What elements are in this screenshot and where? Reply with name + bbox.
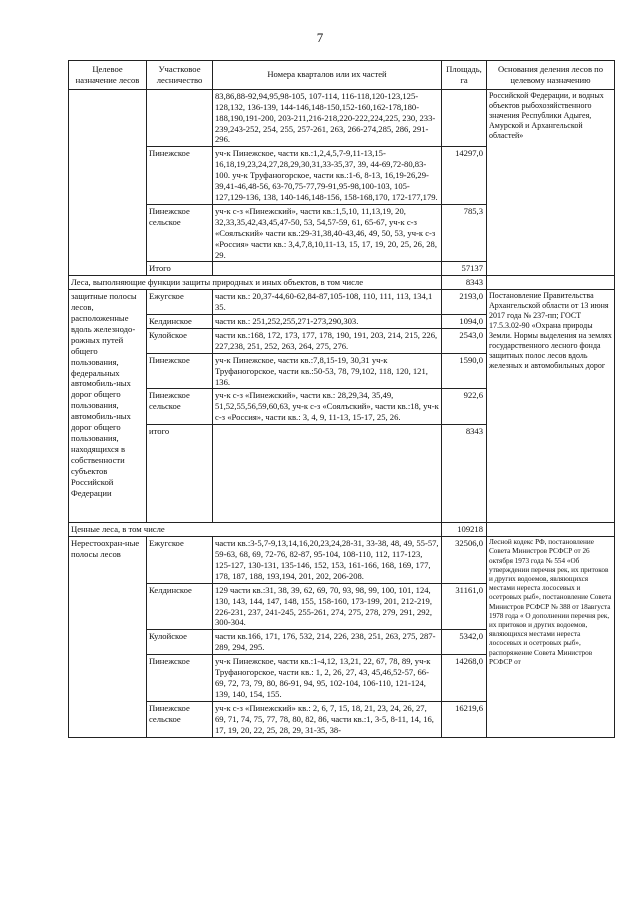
section-title: Ценные леса, в том числе xyxy=(69,523,442,537)
section-row xyxy=(69,276,615,290)
forestry-cell: Пинежское xyxy=(147,655,213,702)
forestry-cell: Кулойское xyxy=(147,328,213,353)
area-cell: 14268,0 xyxy=(442,655,487,702)
area-cell: 2193,0 xyxy=(442,290,487,315)
section-area: 8343 xyxy=(442,276,487,290)
quarters-cell: части кв.:3-5,7-9,13,14,16,20,23,24,28-31, 33-38, 48, 49, 55-57, 59-63, 68, 69, 72-76, 82-87, 95-104, 108-110, 112, 117-123, 125-127, 130-131, 135-146, 152, 153, 161-166, 168, 169, 177, 178, 187, 188, 193,194, 201, 202, 206-208. xyxy=(213,537,442,584)
area-cell: 5342,0 xyxy=(442,630,487,655)
forestry-cell: Пинежское xyxy=(147,147,213,205)
forestry-cell: Ежугское xyxy=(147,537,213,584)
header-purpose: Целевое назначение лесов xyxy=(69,61,147,90)
quarters-cell: уч-к Пинежское, части кв.:1,2,4,5,7-9,11-13,15-16,18,19,23,24,27,28,29,30,31,33-35,37, 39, 44-69,72-80,83-100. уч-к Труфаногорское, части кв.:1-6, 8-13, 16,19-26,29-39,41-46,48-56, 63-70,75-77,79-91,95-98,100-103, 105-127,129-136, 138, 140-146,148-156, 158-168,170, 172-177,179. xyxy=(213,147,442,205)
basis-cell: Постановление Правительства Архангельской области от 13 июня 2017 года № 237-пп; ГОСТ 17.5.3.02-90 «Охрана природы Земли. Нормы выделения на землях государственного лесного фонда защитных полос лесов вдоль железных и автомобильных дорог xyxy=(487,290,615,523)
forestry-cell: Пинежское сельское xyxy=(147,701,213,737)
total-area: 57137 xyxy=(442,262,487,276)
area-cell: 785,3 xyxy=(442,204,487,262)
quarters-cell: 129 части кв.:31, 38, 39, 62, 69, 70, 93, 98, 99, 100, 101, 124, 130, 143, 144, 147, 148, 155, 158-160, 173-199, 201, 212-219, 226-231, 237, 241-245, 255-261, 274, 275, 278, 279, 291, 292, 300-304. xyxy=(213,583,442,630)
forestry-cell: Пинежское сельское xyxy=(147,389,213,425)
basis-cell: Российской Федерации, и водных объектов рыбохозяйственного значения Республики Адыгея, Амурской и Архангельской областей» xyxy=(487,89,615,276)
forestry-cell: Келдинское xyxy=(147,315,213,329)
table-row xyxy=(69,89,615,147)
area-cell: 14297,0 xyxy=(442,147,487,205)
forestry-cell: Кулойское xyxy=(147,630,213,655)
area-cell: 1094,0 xyxy=(442,315,487,329)
section-row xyxy=(69,523,615,537)
total-label: итого xyxy=(147,425,213,523)
section-title: Леса, выполняющие функции защиты природных и иных объектов, в том числе xyxy=(69,276,442,290)
quarters-cell: части кв.: 20,37-44,60-62,84-87,105-108, 110, 111, 113, 134,1 35. xyxy=(213,290,442,315)
forest-purpose-table xyxy=(68,60,615,738)
quarters-cell: уч-к с-з «Пинежский», части кв.:1,5,10, 11,13,19, 20, 32,33,35,42,43,45,47-50, 53, 54,57-59, 61, 65-67, уч-к с-з «Соялъский» части кв.:29-31,38,40-43,46, 49, 50, 53, уч-к с-з «Россия» части кв.: 3,4,7,8,10,11-13, 15, 17, 19, 20, 25, 26, 28, 29. xyxy=(213,204,442,262)
header-quarters: Номера кварталов или их частей xyxy=(213,61,442,90)
area-cell: 16219,6 xyxy=(442,701,487,737)
table-row xyxy=(69,537,615,584)
quarters-cell: уч-к с-з «Пинежский» кв.: 2, 6, 7, 15, 18, 21, 23, 24, 26, 27, 69, 71, 74, 75, 77, 78, 80, 82, 86, части кв.:1, 3-5, 8-11, 14, 16, 17, 19, 20, 22, 25, 28, 29, 31-35, 38- xyxy=(213,701,442,737)
total-area: 8343 xyxy=(442,425,487,523)
header-area: Площадь, га xyxy=(442,61,487,90)
area-cell: 32506,0 xyxy=(442,537,487,584)
area-cell: 922,6 xyxy=(442,389,487,425)
page-number: 7 xyxy=(316,30,324,45)
basis-cell: Лесной кодекс РФ, постановление Совета Министров РСФСР от 26 октября 1973 года № 554 «Об утверждении перечня рек, их притоков и других водоемов, являющихся местами нереста лососевых и осетровых рыб», постановление Совета Министров РСФСР № 388 от 18августа 1978 года « О дополнении перечня рек, их притоков и других водоемов, являющихся местами нереста лососевых и осетровых рыб», распоряжение Совета Министров РСФСР от xyxy=(487,537,615,737)
quarters-cell: части кв.: 251,252,255,271-273,290,303. xyxy=(213,315,442,329)
table-row xyxy=(69,290,615,315)
section-area: 109218 xyxy=(442,523,487,537)
quarters-cell: уч-к Пинежское, части кв.:7,8,15-19, 30,31 уч-к Труфаногорское, части кв.:50-53, 78, 79,102, 118, 120, 121, 136. xyxy=(213,353,442,389)
area-cell: 31161,0 xyxy=(442,583,487,630)
purpose-cell: Нерестоохран-ные полосы лесов xyxy=(69,537,147,737)
header-basis: Основания деления лесов по целевому назначению xyxy=(487,61,615,90)
quarters-cell: 83,86,88-92,94,95,98-105, 107-114, 116-118,120-123,125-128,132, 136-139, 144-146,148-150,152-160,162-178,180-188,190,191-200, 203-211,216-218,220-222,224,225, 230, 233-239,243-252, 254, 255, 257-261, 263, 266-274,285, 286, 291-296. xyxy=(213,89,442,147)
forestry-cell: Пинежское сельское xyxy=(147,204,213,262)
forestry-cell: Пинежское xyxy=(147,353,213,389)
forestry-cell: Ежугское xyxy=(147,290,213,315)
forestry-cell: Келдинское xyxy=(147,583,213,630)
table-header-row xyxy=(69,61,615,90)
area-cell: 1590,0 xyxy=(442,353,487,389)
header-forestry: Участковое лесничество xyxy=(147,61,213,90)
quarters-cell: уч-к с-з «Пинежский», части кв.: 28,29,34, 35,49, 51,52,55,56,59,60,63, уч-к с-з «Соялъский», части кв.:18, уч-к с-з «Россия», части кв.: 3, 4, 9, 11-13, 15-17, 25, 26. xyxy=(213,389,442,425)
purpose-cell: защитные полосы лесов, расположенные вдоль железнодо-рожных путей общего пользования, федеральных автомобиль-ных дорог общего пользования, автомобиль-ных дорог общего пользования, находящихся в собственности субъектов Российской Федерации xyxy=(69,290,147,523)
area-cell: 2543,0 xyxy=(442,328,487,353)
quarters-cell: части кв.:168, 172, 173, 177, 178, 190, 191, 203, 214, 215, 226, 227,238, 251, 252, 263, 264, 275, 276. xyxy=(213,328,442,353)
quarters-cell: части кв.166, 171, 176, 532, 214, 226, 238, 251, 263, 275, 287-289, 294, 295. xyxy=(213,630,442,655)
quarters-cell: уч-к Пинежское, части кв.:1-4,12, 13,21, 22, 67, 78, 89, уч-к Труфаногорское, части кв.: 1, 2, 26, 27, 43, 45,46,52-57, 66-69, 72, 73, 79, 80, 86-91, 94, 95, 102-104, 106-110, 121-124, 139, 140, 154, 155. xyxy=(213,655,442,702)
total-label: Итого xyxy=(147,262,213,276)
